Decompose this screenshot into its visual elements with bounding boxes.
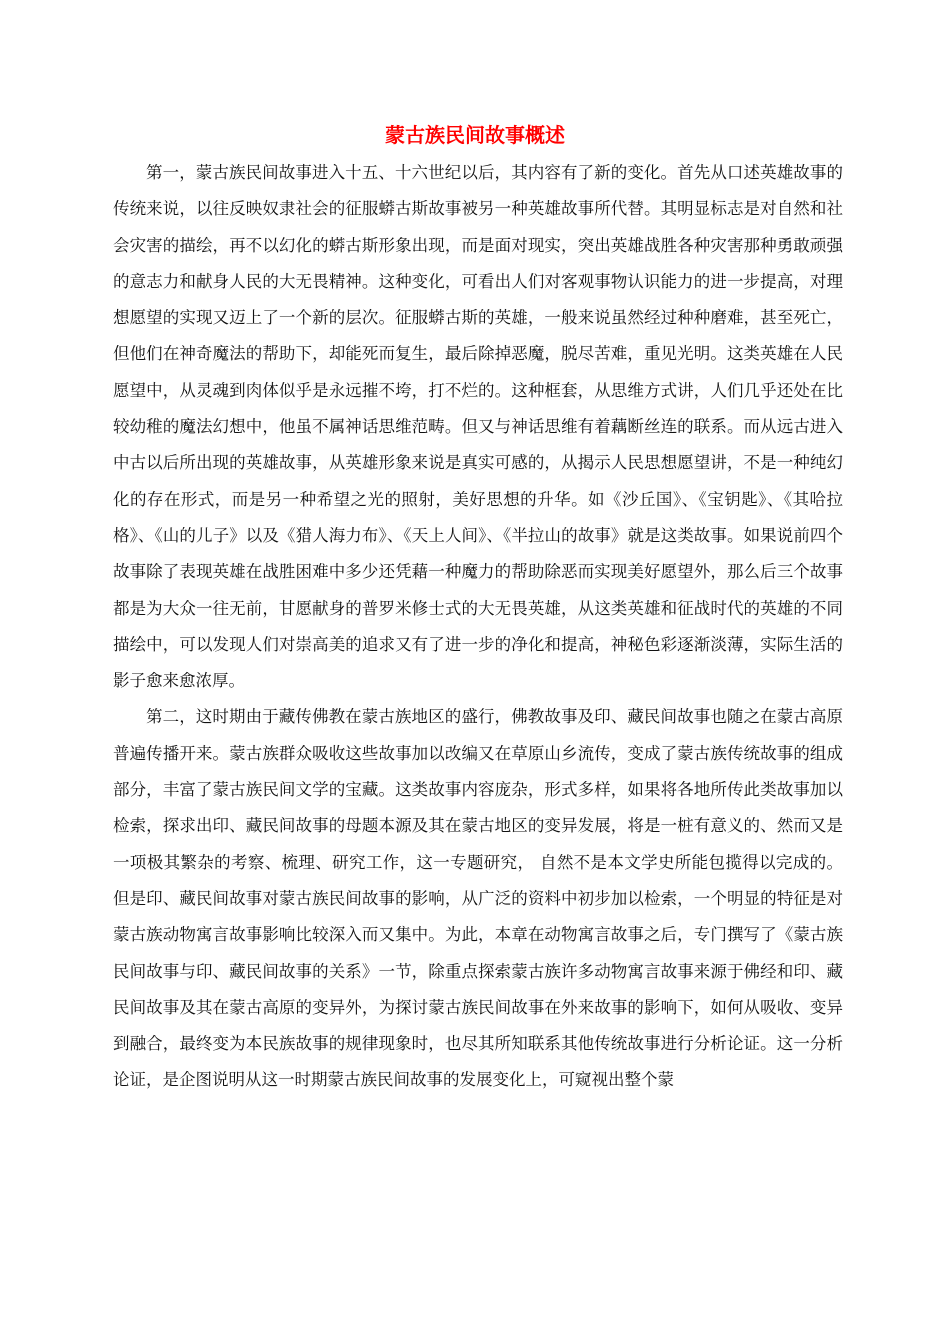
document-title: 蒙古族民间故事概述: [385, 123, 565, 147]
paragraph-1: 第一，蒙古族民间故事进入十五、十六世纪以后，其内容有了新的变化。首先从口述英雄故事的传统来说，以往反映奴隶社会的征服蟒古斯故事被另一种英雄故事所代替。其明显标志是对自然和社会灾害的描绘，再不以幻化的蟒古斯形象出现，而是面对现实，突出英雄战胜各种灾害那种勇敢顽强的意志力和献身人民的大无畏精神。这种变化，可看出人们对客观事物认识能力的进一步提高，对理想愿望的实现又迈上了一个新的层次。征服蟒古斯的英雄，一般来说虽然经过种种磨难，甚至死亡，但他们在神奇魔法的帮助下，却能死而复生，最后除掉恶魔，脱尽苦难，重见光明。这类英雄在人民愿望中，从灵魂到肉体似乎是永远摧不垮，打不烂的。这种框套，从思维方式讲，人们几乎还处在比较幼稚的魔法幻想中，他虽不属神话思维范畴。但又与神话思维有着藕断丝连的联系。而从远古进入中古以后所出现的英雄故事，从英雄形象来说是真实可感的，从揭示人民思想愿望讲，不是一种纯幻化的存在形式，而是另一种希望之光的照射，美好思想的升华。如《沙丘国》、《宝钥匙》、《其哈拉格》、《山的儿子》以及《猎人海力布》、《天上人间》、《半拉山的故事》就是这类故事。如果说前四个故事除了表现英雄在战胜困难中多少还凭藉一种魔力的帮助除恶而实现美好愿望外，那么后三个故事都是为大众一往无前，甘愿献身的普罗米修士式的大无畏英雄，从这类英雄和征战时代的英雄的不同描绘中，可以发现人们对崇高美的追求又有了进一步的净化和提高，神秘色彩逐渐淡薄，实际生活的影子愈来愈浓厚。: [113, 163, 843, 691]
paragraph-2: 第二，这时期由于藏传佛教在蒙古族地区的盛行，佛教故事及印、藏民间故事也随之在蒙古高原普遍传播开来。蒙古族群众吸收这些故事加以改编又在草原山乡流传，变成了蒙古族传统故事的组成部分，丰富了蒙古族民间文学的宝藏。这类故事内容庞杂，形式多样，如果将各地所传此类故事加以检索，探求出印、藏民间故事的母题本源及其在蒙古地区的变异发展，将是一桩有意义的、然而又是一项极其繁杂的考察、梳理、研究工作，这一专题研究， 自然不是本文学史所能包揽得以完成的。但是印、藏民间故事对蒙古族民间故事的影响，从广泛的资料中初步加以检索，一个明显的特征是对蒙古族动物寓言故事影响比较深入而又集中。为此，本章在动物寓言故事之后，专门撰写了《蒙古族民间故事与印、藏民间故事的关系》一节，除重点探索蒙古族许多动物寓言故事来源于佛经和印、藏民间故事及其在蒙古高原的变异外，为探讨蒙古族民间故事在外来故事的影响下，如何从吸收、变异到融合，最终变为本民族故事的规律现象时，也尽其所知联系其他传统故事进行分析论证。这一分析论证，是企图说明从这一时期蒙古族民间故事的发展变化上，可窥视出整个蒙: [113, 707, 843, 1090]
document-body: [113, 155, 843, 1099]
